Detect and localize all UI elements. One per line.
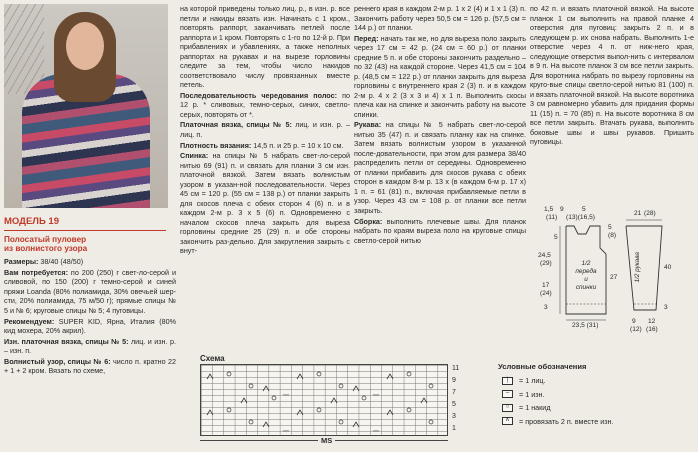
dim-left-6: 5 bbox=[554, 234, 558, 241]
garter2-value: лиц. и изн. р. – лиц. п. bbox=[180, 120, 350, 139]
row-number-3: 3 bbox=[452, 413, 456, 420]
density-paragraph bbox=[180, 141, 350, 151]
dim-mid-27: 27 bbox=[610, 274, 618, 281]
sizes-label: Размеры: bbox=[4, 257, 39, 267]
legend-title: Условные обозначения bbox=[498, 362, 587, 371]
back-value: на спицы № 5 набрать свет-ло-серой нитью 69 (91) п. и связать для планки 3 см изн. платочной вязкой. Затем вязать волнистым узором в указан-ной последовательности. Через 45 см = 120 р. (55 см = 138 р.) от планки закрыть для скосов плеча с обеих сторон 4 (6) п. и в каждом 2-м р. 3 х 5 (6) п. Одновременно с началом скосов плеча закрыть для выреза горловины средние 25 (29) п. и обе стороны закончить раз-дельно. Для закругления закрыть с внут- bbox=[180, 151, 350, 256]
rec-paragraph bbox=[4, 317, 176, 336]
row-number-5: 5 bbox=[452, 401, 456, 408]
model-subtitle bbox=[4, 235, 176, 255]
legend-knit-text: = 1 лиц. bbox=[519, 376, 546, 386]
dim-sb-c: 12 bbox=[648, 318, 656, 325]
col2-paragraph-1: на которой приведены только лиц. р., в изн. р. все петли и накиды вязать изн. Начинать с 1 кром., повторять раппорт, заканчивать петлей после раппорта и 1 кром. Повторять с 1-го по 12-й р. При прибавлениях и убавлениях, а также неполных раппортах на рукавах и на вырезе горловины следите за тем, чтобы число накидов соответствовало числу провязанных вместе петель. bbox=[180, 4, 350, 89]
knitting-schema bbox=[200, 354, 462, 450]
knit-symbol-icon: | bbox=[502, 377, 513, 385]
garter-paragraph bbox=[4, 337, 176, 356]
back-label: Спинка: bbox=[180, 151, 209, 161]
assembly-label: Сборка: bbox=[354, 216, 383, 226]
model-face bbox=[66, 22, 104, 70]
sleeve-label: 1/2 рукава bbox=[634, 252, 641, 283]
model-photo bbox=[4, 4, 168, 208]
sleeves-value: на спицы № 5 набрать свет-ло-серой нитью 35 (47) п. и связать планку как на спинке. Затем вязать волнистым узором в указанной после-довательности, при этом для размера 38/40 распределить петли от середины. Одновременно от планки прибавить для скосов рукава с обеих сторон в каждом 8-м р. 13 х (в каждом 6-м р. 17 х) 1 п. = 61 (81) п., включая прибавляемые петли в узор. Через 43 см = 108 р. от планки все петли закрыть. bbox=[354, 120, 526, 215]
wavy-paragraph bbox=[4, 357, 176, 376]
dim-top-b: 9 bbox=[560, 206, 564, 213]
sizes-value: 38/40 (48/50) bbox=[38, 257, 84, 267]
schema-symbols-svg bbox=[201, 365, 449, 437]
schema-title: Схема bbox=[200, 354, 225, 363]
garter2-label: Платочная вязка, спицы № 5: bbox=[180, 120, 292, 130]
sequence-paragraph bbox=[180, 91, 350, 120]
legend bbox=[498, 362, 694, 430]
legend-item-decrease bbox=[498, 417, 694, 427]
rec-label: Рекомендуем: bbox=[4, 316, 55, 326]
dim-top-paren: (13)(16,5) bbox=[566, 214, 595, 221]
wavy-value: число п. кратно 22 + 1 + 2 кром. Вязать по схеме, bbox=[4, 356, 176, 376]
dim-sb-d: (16) bbox=[646, 326, 658, 333]
col3-paragraph-1: реннего края в каждом 2-м р. 1 х 2 (4) и 1 х 1 (3) п. Закончить работу через 50,5 см = 126 р. (57,5 см = 144 р.) от планки. bbox=[354, 4, 526, 32]
purl-symbol-icon: – bbox=[502, 390, 513, 398]
sequence-value: по 12 р. * сливовых, темно-серых, синих, светло-серых, повторять от *. bbox=[180, 90, 350, 119]
legend-item-knit bbox=[498, 376, 694, 386]
dim-top-left-paren: (11) bbox=[546, 214, 558, 221]
legend-item-yarnover bbox=[498, 403, 694, 413]
model-title: МОДЕЛЬ 19 bbox=[4, 216, 166, 231]
row-number-7: 7 bbox=[452, 389, 456, 396]
ms-label: MS bbox=[318, 436, 335, 446]
sequence-label: Последовательность чередования полос: bbox=[180, 90, 337, 100]
legend-purl-text: = 1 изн. bbox=[519, 389, 545, 399]
dim-r-top-paren: (28) bbox=[644, 210, 656, 217]
dim-top-c: 5 bbox=[582, 206, 586, 213]
schema-grid bbox=[200, 364, 448, 436]
yarnover-symbol-icon: ○ bbox=[502, 404, 513, 412]
legend-yarnover-text: = 1 накид bbox=[519, 403, 551, 413]
col4-paragraph-1: по 42 п. и вязать платочной вязкой. На высоте планок 1 см выполнить на правой планке 4 отверстия для пуговиц: закрыть 2 п. и в следующем р. их снова набрать. Выполнить 1-е отверстие через 4 п. от ниж-него края, следующие отверстия выпол-нить с интервалом в 9 п. На высоте планок 3 см все петли закрыть. Для воротника набрать по вырезу горловины на круго-вые спицы светло-серой нитью 81 (100) п. и вязать платочной вязкой. На высоте воротника 3 см равномерно убавить для придания формы 11 (15) п. = 70 (85) п. На высоте воротника 8 см все петли закрыть. Втачать рукава, выполнить боковые швы и швы рукавов. Пришить пуговицы. bbox=[530, 4, 694, 146]
density-value: 14,5 п. и 25 р. = 10 х 10 см. bbox=[251, 140, 344, 150]
dim-bottom-width: 23,5 (31) bbox=[572, 322, 599, 329]
dim-top-e: (8) bbox=[608, 232, 617, 239]
front-value: начать так же, но для выреза поло закрыть через 17 см = 42 р. (24 см = 60 р.) от планки средние 5 п. и обе стороны закончить раздельно – по 32 (43) на каждой стороне. Через 41,5 см = 104 р. (48,5 см = 122 р.) от планки закрыть для выреза горловины с внутреннего края 2 (3) п. и в каждом 2-м р. 4 х 2 (3 х 3 и 4) х 1 п. Выполнить скосы плеча как на спинке и закончить работу на высоте спинки. bbox=[354, 33, 526, 119]
sleeves-label: Рукава: bbox=[354, 120, 382, 130]
column-4 bbox=[530, 4, 694, 202]
rec-value: SUPER KID, Ярна, Италия (80% кид мохера, 20% акрил). bbox=[4, 316, 176, 336]
legend-decrease-text: = провязать 2 п. вместе изн. bbox=[519, 416, 614, 426]
front-paragraph bbox=[354, 34, 526, 120]
column-3 bbox=[354, 4, 526, 352]
front-label: Перед: bbox=[354, 33, 379, 43]
front-back-label: 1/2 переда и спинки bbox=[575, 260, 597, 291]
back-paragraph bbox=[180, 151, 350, 256]
wavy-label: Волнистый узор, спицы № 6: bbox=[4, 356, 111, 366]
assembly-value: выполнить плечевые швы. Для планок набрать по краям выреза поло на круговые спицы светло-серой нитью bbox=[354, 216, 526, 245]
dim-sleeve-3: 3 bbox=[664, 304, 668, 311]
subtitle-line1: Полосатый пуловер bbox=[4, 234, 87, 244]
dim-top-a: 1,5 bbox=[544, 206, 554, 213]
dim-left-4: (24) bbox=[540, 290, 552, 297]
dim-r-top: 21 bbox=[634, 210, 642, 217]
row-number-11: 11 bbox=[452, 365, 460, 372]
row-number-9: 9 bbox=[452, 377, 456, 384]
need-value: по 200 (250) г свет-ло-серой и сливовой, по 150 (200) г темно-серой и синей пряжи Loanda (80% полиамида, 30% овечьей шер-сти, 20% полиамида, 75 м/50 г); прямые спицы № 5 и № 6; круговые спицы № 5; 4 пуговицы. bbox=[4, 267, 176, 315]
decrease-symbol-icon: ∧ bbox=[502, 417, 513, 425]
need-paragraph bbox=[4, 268, 176, 316]
dim-sleeve-40: 40 bbox=[664, 264, 672, 271]
dim-left-5: 3 bbox=[544, 304, 548, 311]
column-2 bbox=[180, 4, 350, 352]
need-label: Вам потребуется: bbox=[4, 267, 68, 277]
garter-value: лиц. и изн. р. – изн. п. bbox=[4, 336, 176, 356]
sizes-paragraph bbox=[4, 257, 176, 267]
dim-left-1: 24,5 bbox=[538, 252, 551, 259]
dim-top-d: 5 bbox=[608, 224, 612, 231]
dim-left-3: 17 bbox=[542, 282, 550, 289]
garter2-paragraph bbox=[180, 120, 350, 139]
pattern-diagram bbox=[530, 204, 694, 344]
density-label: Плотность вязания: bbox=[180, 140, 252, 150]
subtitle-line2: из волнистого узора bbox=[4, 244, 88, 254]
legend-item-purl bbox=[498, 390, 694, 400]
dim-left-2: (29) bbox=[540, 260, 552, 267]
row-number-1: 1 bbox=[452, 425, 456, 432]
sleeves-paragraph bbox=[354, 120, 526, 215]
assembly-paragraph bbox=[354, 217, 526, 246]
column-1 bbox=[4, 4, 176, 377]
dim-sb-b: (12) bbox=[630, 326, 642, 333]
garter-label: Изн. платочная вязка, спицы № 5: bbox=[4, 336, 129, 346]
dim-sb-a: 9 bbox=[632, 318, 636, 325]
